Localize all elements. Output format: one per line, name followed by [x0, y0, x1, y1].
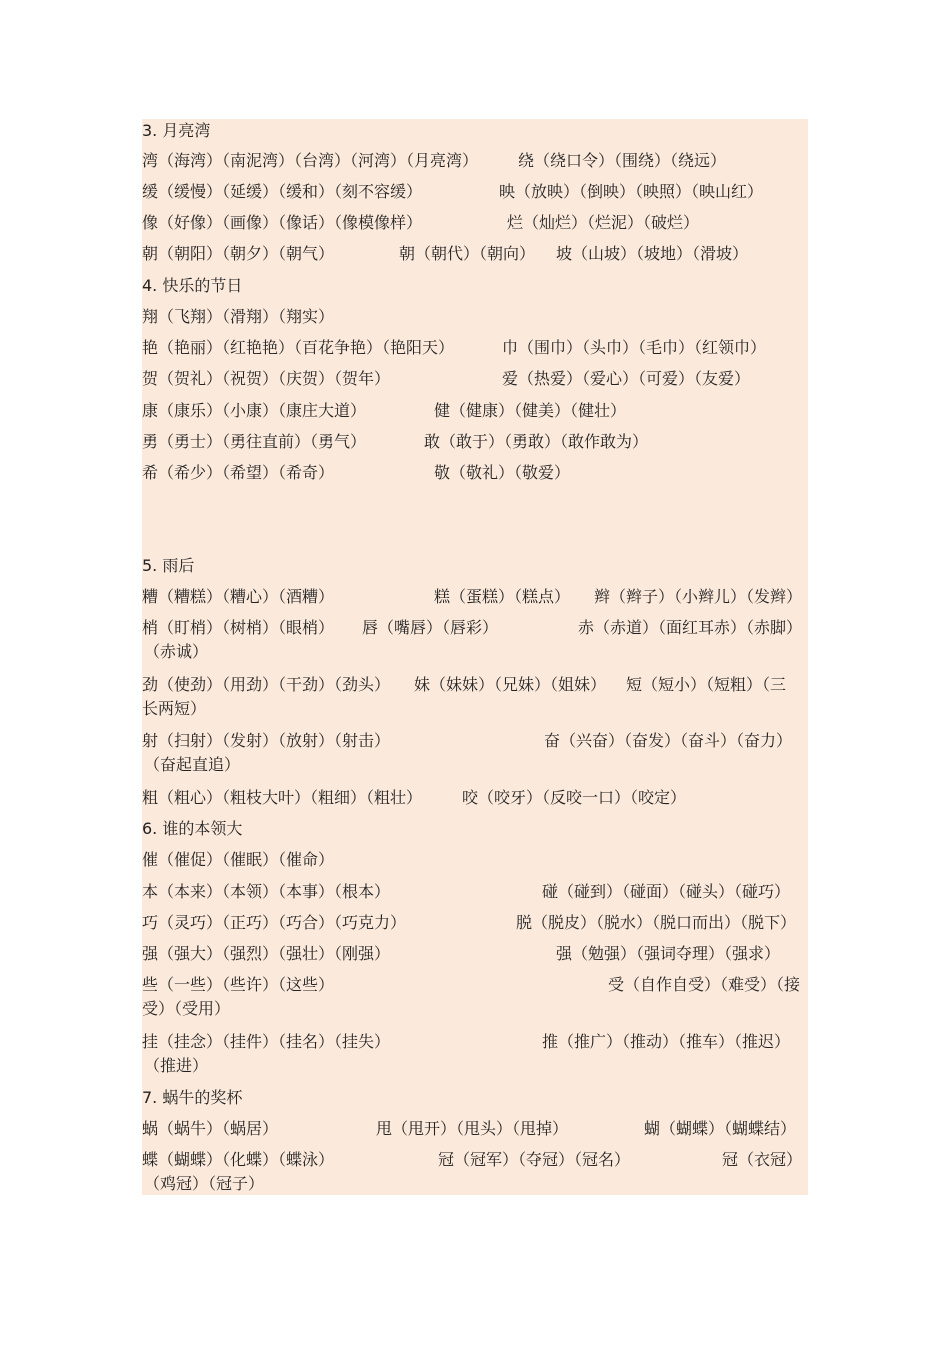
word-line: 糟（糟糕）（糟心）（酒糟） 糕（蛋糕）（糕点） 辫（辫子）（小辫儿）（发辫） — [142, 587, 803, 606]
word-line: 希（希少）（希望）（希奇） 敬（敬礼）（敬爱） — [142, 463, 571, 482]
word-line: 勇（勇士）（勇往直前）（勇气） 敢（敢于）（勇敢）（敢作敢为） — [142, 432, 649, 451]
word-line: 贺（贺礼）（祝贺）（庆贺）（贺年） 爱（热爱）（爱心）（可爱）（友爱） — [142, 369, 751, 388]
word-line: 蜗（蜗牛）（蜗居） 甩（甩开）（甩头）（甩掉） 蝴（蝴蝶）（蝴蝶结） — [142, 1119, 797, 1138]
lesson-heading: 4. 快乐的节日 — [142, 276, 243, 295]
word-line: 像（好像）（画像）（像话）（像模像样） 烂（灿烂）（烂泥）（破烂） — [142, 213, 700, 232]
word-line: 挂（挂念）（挂件）（挂名）（挂失） 推（推广）（推动）（推车）（推迟） （推进） — [142, 1032, 791, 1075]
word-line: 本（本来）（本领）（本事）（根本） 碰（碰到）（碰面）（碰头）（碰巧） — [142, 882, 791, 901]
lesson-heading: 7. 蜗牛的奖杯 — [142, 1088, 243, 1107]
word-line: 朝（朝阳）（朝夕）（朝气） 朝（朝代）（朝向） 坡（山坡）（坡地）（滑坡） — [142, 244, 749, 263]
word-line: 湾（海湾）（南泥湾）（台湾）（河湾）（月亮湾） 绕（绕口令）（围绕）（绕远） — [142, 151, 727, 170]
word-line: 蝶（蝴蝶）（化蝶）（蝶泳） 冠（冠军）（夺冠）（冠名） 冠（衣冠） （鸡冠）（冠子） — [142, 1150, 803, 1193]
word-line: 梢（盯梢）（树梢）（眼梢） 唇（嘴唇）（唇彩） 赤（赤道）（面红耳赤）（赤脚） （赤诚） — [142, 618, 803, 661]
word-line: 强（强大）（强烈）（强壮）（刚强） 强（勉强）（强词夺理）（强求） — [142, 944, 781, 963]
word-line: 射（扫射）（发射）（放射）（射击） 奋（兴奋）（奋发）（奋斗）（奋力） （奋起直追） — [142, 731, 793, 774]
word-line: 翔（飞翔）（滑翔）（翔实） — [142, 307, 335, 326]
word-line: 缓（缓慢）（延缓）（缓和）（刻不容缓） 映（放映）（倒映）（映照）（映山红） — [142, 182, 764, 201]
lesson-heading: 6. 谁的本领大 — [142, 819, 243, 838]
lesson-heading: 5. 雨后 — [142, 556, 195, 575]
lesson-heading: 3. 月亮湾 — [142, 121, 211, 140]
word-line: 巧（灵巧）（正巧）（巧合）（巧克力） 脱（脱皮）（脱水）（脱口而出）（脱下） — [142, 913, 797, 932]
word-line: 些（一些）（些许）（这些） 受（自作自受）（难受）（接 受）（受用） — [142, 975, 801, 1018]
word-line: 艳（艳丽）（红艳艳）（百花争艳）（艳阳天） 巾（围巾）（头巾）（毛巾）（红领巾） — [142, 338, 767, 357]
vocabulary-sheet — [142, 119, 808, 1195]
word-line: 康（康乐）（小康）（康庄大道） 健（健康）（健美）（健壮） — [142, 401, 627, 420]
word-line: 粗（粗心）（粗枝大叶）（粗细）（粗壮） 咬（咬牙）（反咬一口）（咬定） — [142, 788, 687, 807]
word-line: 催（催促）（催眠）（催命） — [142, 850, 335, 869]
word-line: 劲（使劲）（用劲）（干劲）（劲头） 妹（妹妹）（兄妹）（姐妹） 短（短小）（短粗）（三 长两短） — [142, 675, 787, 718]
